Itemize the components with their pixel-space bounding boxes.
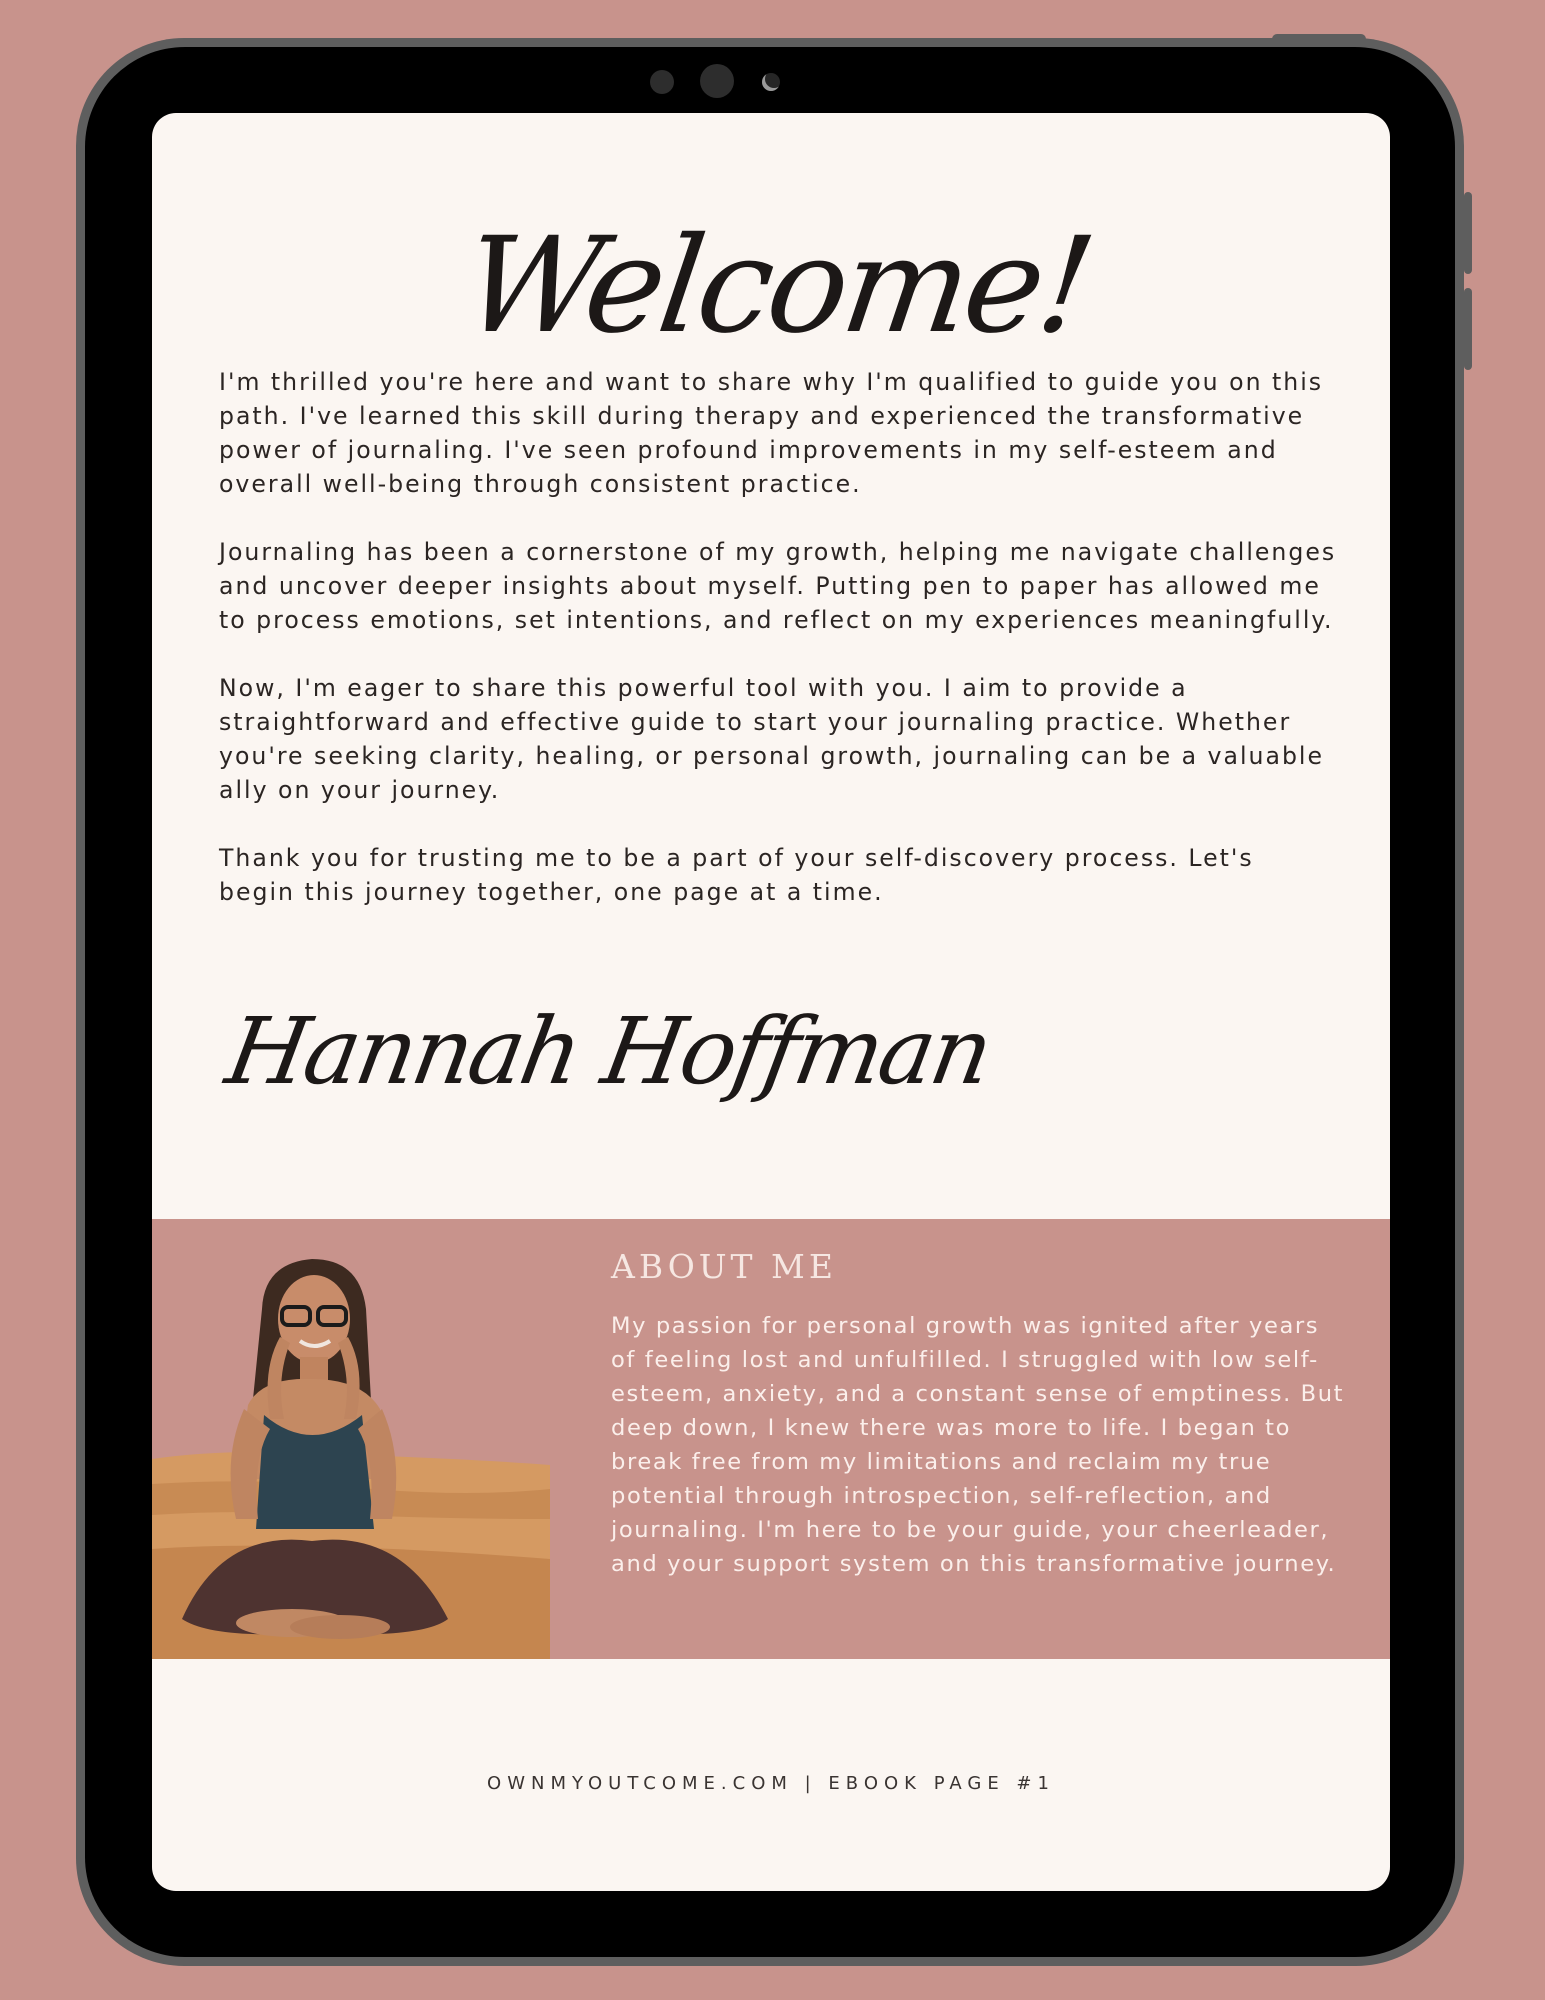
page-footer: OWNMYOUTCOME.COM | EBOOK PAGE #1	[487, 1773, 1055, 1794]
tablet-volume-up-button	[1464, 192, 1472, 274]
welcome-paragraph-1: I'm thrilled you're here and want to share why I'm qualified to guide you on this path. I've learned this skill during therapy and experienced the transformative power of journaling. I've seen profound improvements in my self-esteem and overall well-being through consistent practice.	[219, 368, 1324, 498]
signature	[214, 963, 998, 1143]
welcome-paragraph-2: Journaling has been a cornerstone of my growth, helping me navigate challenges and uncover deeper insights about myself. Putting pen to paper has allowed me to process emotions, set intentions, and reflect on my experiences meaningfully.	[219, 538, 1337, 634]
author-photo	[152, 1219, 550, 1659]
tablet-volume-down-button	[1464, 288, 1472, 370]
camera-lens-icon	[700, 64, 734, 98]
welcome-title	[152, 203, 1390, 363]
signature-text: Hannah Hoffman	[218, 997, 998, 1105]
camera-sensor-icon	[650, 70, 674, 94]
welcome-body	[219, 365, 1339, 943]
camera-flash-icon	[762, 73, 780, 91]
welcome-paragraph-3: Now, I'm eager to share this powerful tool with you. I aim to provide a straightforward and effective guide to start your journaling practice. Whether you're seeking clarity, healing, or personal growth, journaling can be a valuable ally on your journey.	[219, 674, 1324, 804]
about-me-heading: ABOUT ME	[611, 1247, 837, 1286]
tablet-top-button	[1272, 34, 1366, 44]
author-photo-illustration	[152, 1219, 550, 1659]
welcome-paragraph-4: Thank you for trusting me to be a part of your self-discovery process. Let's begin this journey together, one page at a time.	[219, 844, 1254, 906]
ebook-page	[152, 113, 1390, 1891]
about-me-text: My passion for personal growth was ignited after years of feeling lost and unfulfilled. I struggled with low self-esteem, anxiety, and a constant sense of emptiness. But deep down, I knew there was more to life. I began to break free from my limitations and reclaim my true potential through introspection, self-reflection, and journaling. I'm here to be your guide, your cheerleader, and your support system on this transformative journey.	[611, 1313, 1345, 1577]
welcome-title-text: Welcome!	[455, 209, 1100, 363]
about-me-section	[152, 1219, 1390, 1659]
